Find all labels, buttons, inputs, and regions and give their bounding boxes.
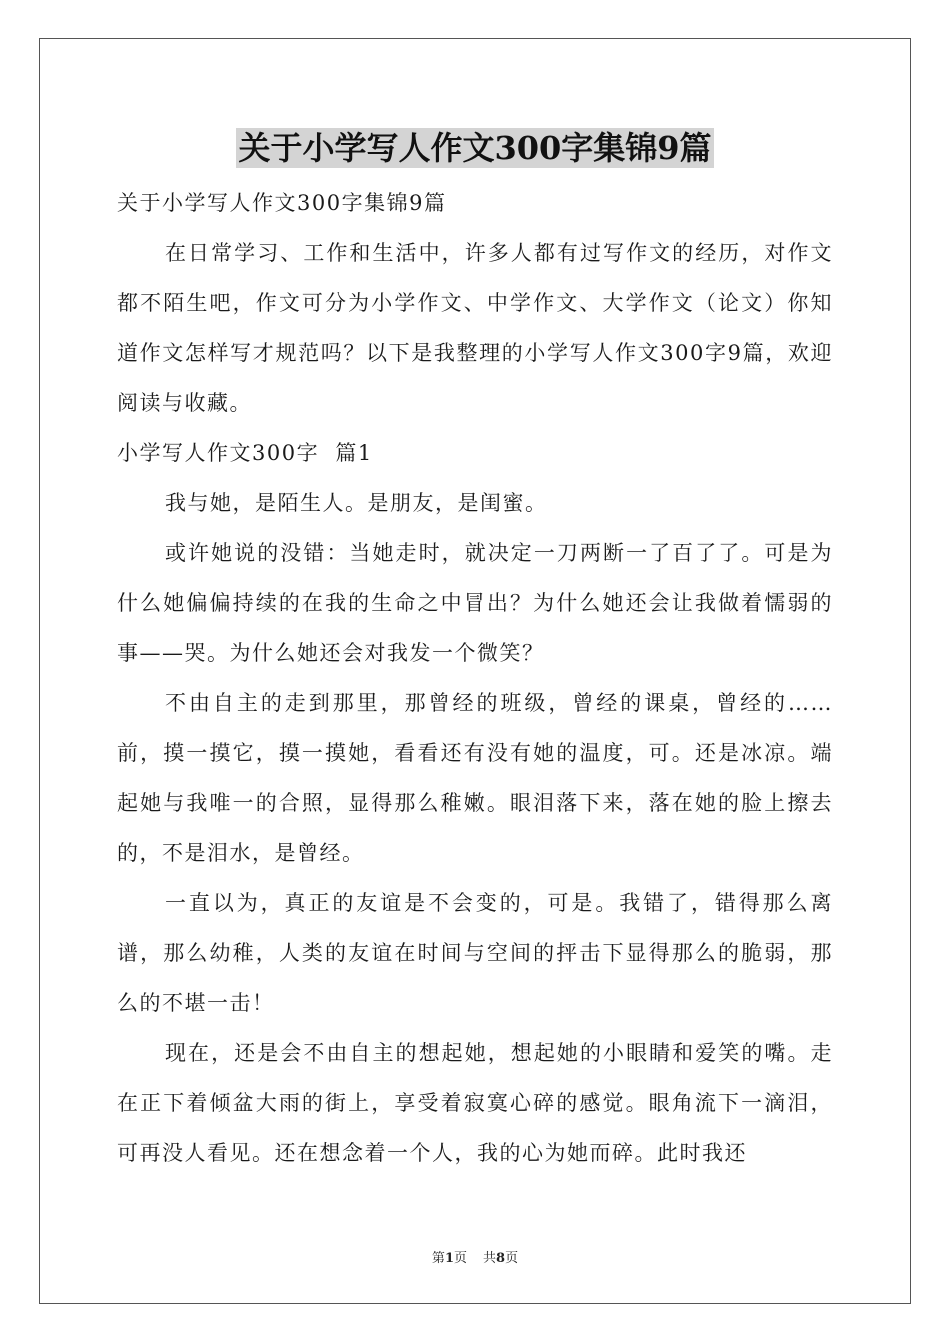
- intro-paragraph: 在日常学习、工作和生活中，许多人都有过写作文的经历，对作文都不陌生吧，作文可分为小学作文、中学作文、大学作文（论文）你知道作文怎样写才规范吗？以下是我整理的小学写人作文300字9篇，欢迎阅读与收藏。: [117, 241, 833, 415]
- body-paragraph: 不由自主的走到那里，那曾经的班级，曾经的课桌，曾经的……前，摸一摸它，摸一摸她，看看还有没有她的温度，可。还是冰凉。端起她与我唯一的合照，显得那么稚嫩。眼泪落下来，落在她的脸上擦去的，不是泪水，是曾经。: [117, 691, 833, 865]
- page-footer: [0, 1247, 950, 1266]
- document-body: [117, 178, 833, 1178]
- body-paragraph: 现在，还是会不由自主的想起她，想起她的小眼睛和爱笑的嘴。走在正下着倾盆大雨的街上，享受着寂寞心碎的感觉。眼角流下一滴泪，可再没人看见。还在想念着一个人，我的心为她而碎。此时我还: [117, 1041, 833, 1165]
- body-paragraph: 我与她，是陌生人。是朋友，是闺蜜。: [165, 491, 548, 515]
- total-suffix: 页: [505, 1251, 519, 1266]
- title-container: [0, 128, 950, 168]
- body-paragraph: 一直以为，真正的友谊是不会变的，可是。我错了，错得那么离谱，那么幼稚，人类的友谊在时间与空间的抨击下显得那么的脆弱，那么的不堪一击！: [117, 891, 833, 1015]
- total-prefix: 共: [483, 1251, 497, 1266]
- page-number-total: 8: [496, 1251, 506, 1266]
- page-number-current: 1: [444, 1251, 454, 1266]
- page-suffix: 页: [453, 1251, 467, 1266]
- document-subtitle: 关于小学写人作文300字集锦9篇: [117, 191, 447, 215]
- page-prefix: 第: [431, 1251, 445, 1266]
- document-title: 关于小学写人作文300字集锦9篇: [238, 129, 712, 167]
- body-paragraph: 或许她说的没错：当她走时，就决定一刀两断一了百了了。可是为什么她偏偏持续的在我的生命之中冒出？为什么她还会让我做着懦弱的事——哭。为什么她还会对我发一个微笑？: [117, 541, 833, 665]
- section-heading: 小学写人作文300字 篇1: [117, 441, 373, 465]
